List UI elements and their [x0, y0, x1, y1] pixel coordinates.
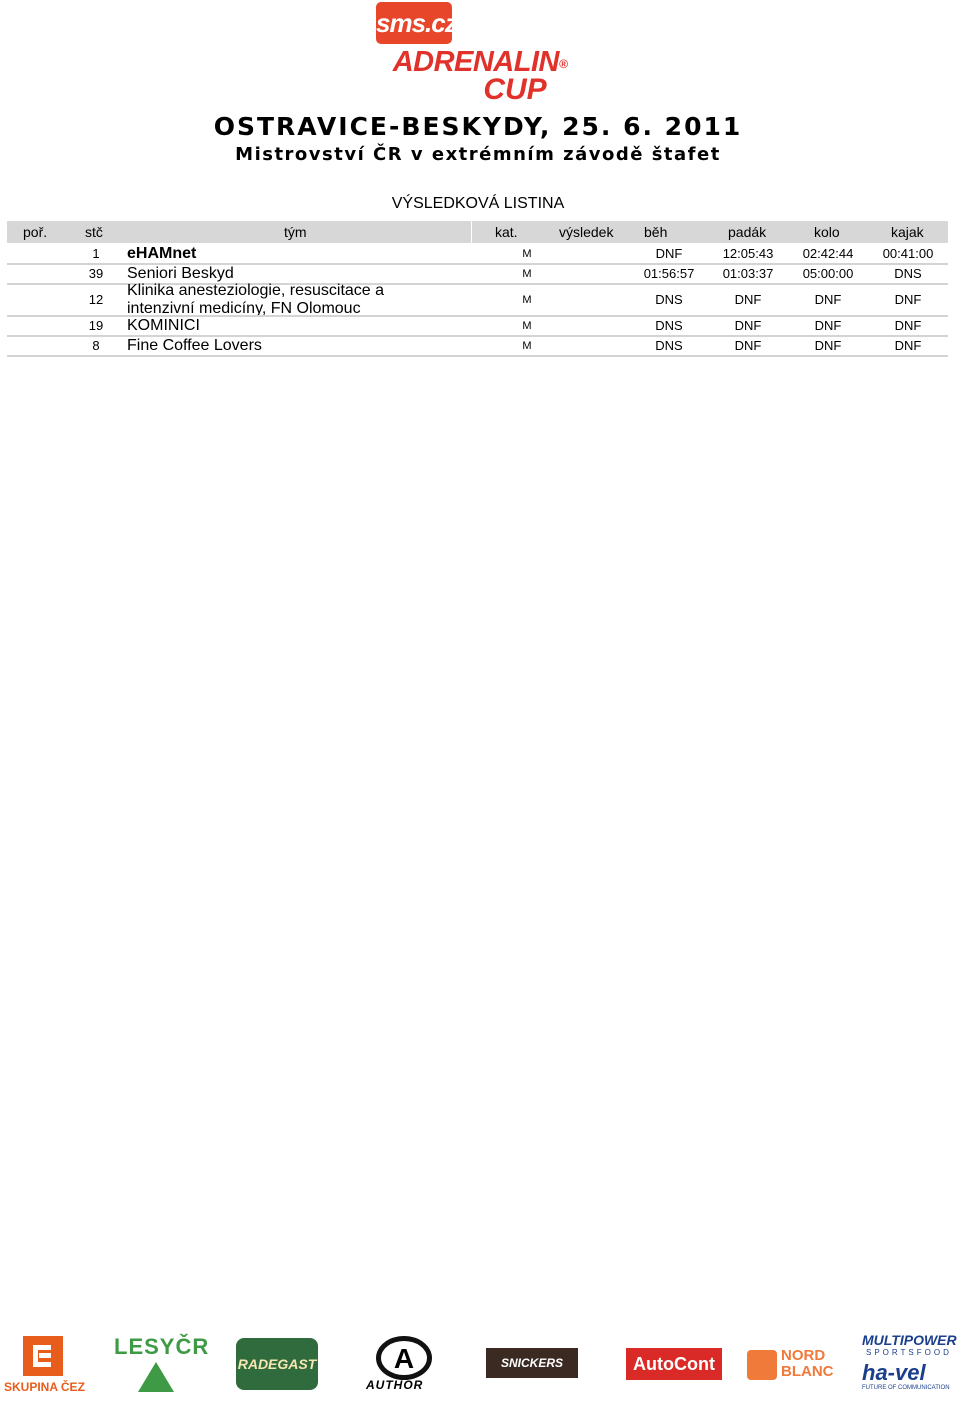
subtitle-container [0, 141, 956, 162]
sponsor-bar [0, 1330, 960, 1400]
cell-team: Seniori Beskyd [127, 265, 234, 282]
nordblanc-logo-icon [747, 1350, 777, 1380]
col-header-kajak: kajak [891, 224, 924, 240]
sponsor-radegast: RADEGAST [236, 1338, 318, 1390]
cell-kajak: 00:41:00 [882, 246, 934, 261]
sponsor-lesy: LESYČR [114, 1334, 210, 1359]
cell-team: eHAMnet [127, 245, 197, 262]
cell-kajak: DNF [894, 292, 922, 307]
cell-kajak: DNF [894, 338, 922, 353]
cell-team: KOMINICI [127, 317, 200, 334]
cell-padak: 01:03:37 [722, 266, 774, 281]
page-title: OSTRAVICE-BESKYDY, 25. 6. 2011 [213, 112, 743, 141]
results-table [7, 221, 948, 357]
cell-kolo: DNF [814, 318, 842, 333]
cell-beh: DNS [655, 338, 683, 353]
sponsor-havel-sub: FUTURE OF COMMUNICATION [862, 1385, 950, 1391]
cell-kolo: DNF [814, 292, 842, 307]
cez-logo-icon [23, 1336, 63, 1376]
sponsor-nordblanc [781, 1348, 834, 1380]
sms-cz-logo: sms.cz [376, 2, 452, 44]
cell-padak: DNF [734, 338, 762, 353]
sponsor-multipower-sub: SPORTSFOOD [866, 1348, 952, 1357]
cell-kolo: 05:00:00 [802, 266, 854, 281]
cell-stc: 12 [88, 292, 104, 307]
col-header-padak: padák [728, 224, 767, 240]
sponsor-havel: ha-vel [862, 1360, 926, 1385]
cell-beh: 01:56:57 [643, 266, 695, 281]
logo-cup-text: CUP [483, 73, 547, 106]
cell-stc: 1 [92, 246, 100, 261]
col-header-vysledek: výsledek [559, 224, 614, 240]
cell-beh: DNS [655, 318, 683, 333]
blanc-word: BLANC [781, 1363, 834, 1380]
table-row [7, 337, 948, 357]
col-header-beh: běh [644, 224, 668, 240]
cell-kat: M [522, 268, 532, 280]
cell-kolo: 02:42:44 [802, 246, 854, 261]
cell-beh: DNF [655, 246, 683, 261]
cell-kat: M [522, 320, 532, 332]
col-header-kolo: kolo [814, 224, 840, 240]
sponsor-snickers: SNICKERS NUTCASE [486, 1348, 578, 1378]
cell-stc: 8 [92, 338, 100, 353]
cell-beh: DNS [655, 292, 683, 307]
cell-kolo: DNF [814, 338, 842, 353]
cell-stc: 19 [88, 318, 104, 333]
sponsor-autocont: AutoCont [626, 1348, 722, 1380]
table-header [7, 221, 948, 243]
sponsor-cez: SKUPINA ČEZ [4, 1380, 85, 1394]
results-listing-heading: VÝSLEDKOVÁ LISTINA [391, 195, 565, 212]
col-header-kat: kat. [495, 224, 518, 240]
logo-adrenalin-word: ADRENALIN [392, 46, 559, 78]
sponsor-author: AUTHOR [366, 1378, 424, 1392]
cell-kajak: DNF [894, 318, 922, 333]
cell-team: Fine Coffee Lovers [127, 337, 262, 354]
registered-mark: ® [558, 57, 568, 71]
cell-kajak: DNS [894, 266, 922, 281]
col-header-por: poř. [23, 224, 48, 240]
header-divider [471, 221, 472, 243]
cell-team: Klinika anesteziologie, resuscitace a intenzivní medicíny, FN Olomouc [127, 282, 385, 315]
table-row [7, 245, 948, 265]
sponsor-multipower: MULTIPOWER [862, 1332, 957, 1348]
cell-kat: M [522, 248, 532, 260]
cell-padak: 12:05:43 [722, 246, 774, 261]
cell-kat: M [522, 294, 532, 306]
cell-kat: M [522, 340, 532, 352]
cell-padak: DNF [734, 292, 762, 307]
tree-icon [138, 1362, 174, 1392]
col-header-stc: stč [85, 224, 103, 240]
table-row [7, 282, 948, 317]
cell-padak: DNF [734, 318, 762, 333]
col-header-tym: tým [284, 224, 307, 240]
page-subtitle: Mistrovství ČR v extrémním závodě štafet [235, 144, 721, 162]
table-row [7, 317, 948, 337]
author-logo-icon: A [376, 1336, 432, 1380]
nord-word: NORD [781, 1347, 826, 1364]
adrenalin-cup-logo [360, 2, 600, 104]
cell-stc: 39 [88, 266, 104, 281]
